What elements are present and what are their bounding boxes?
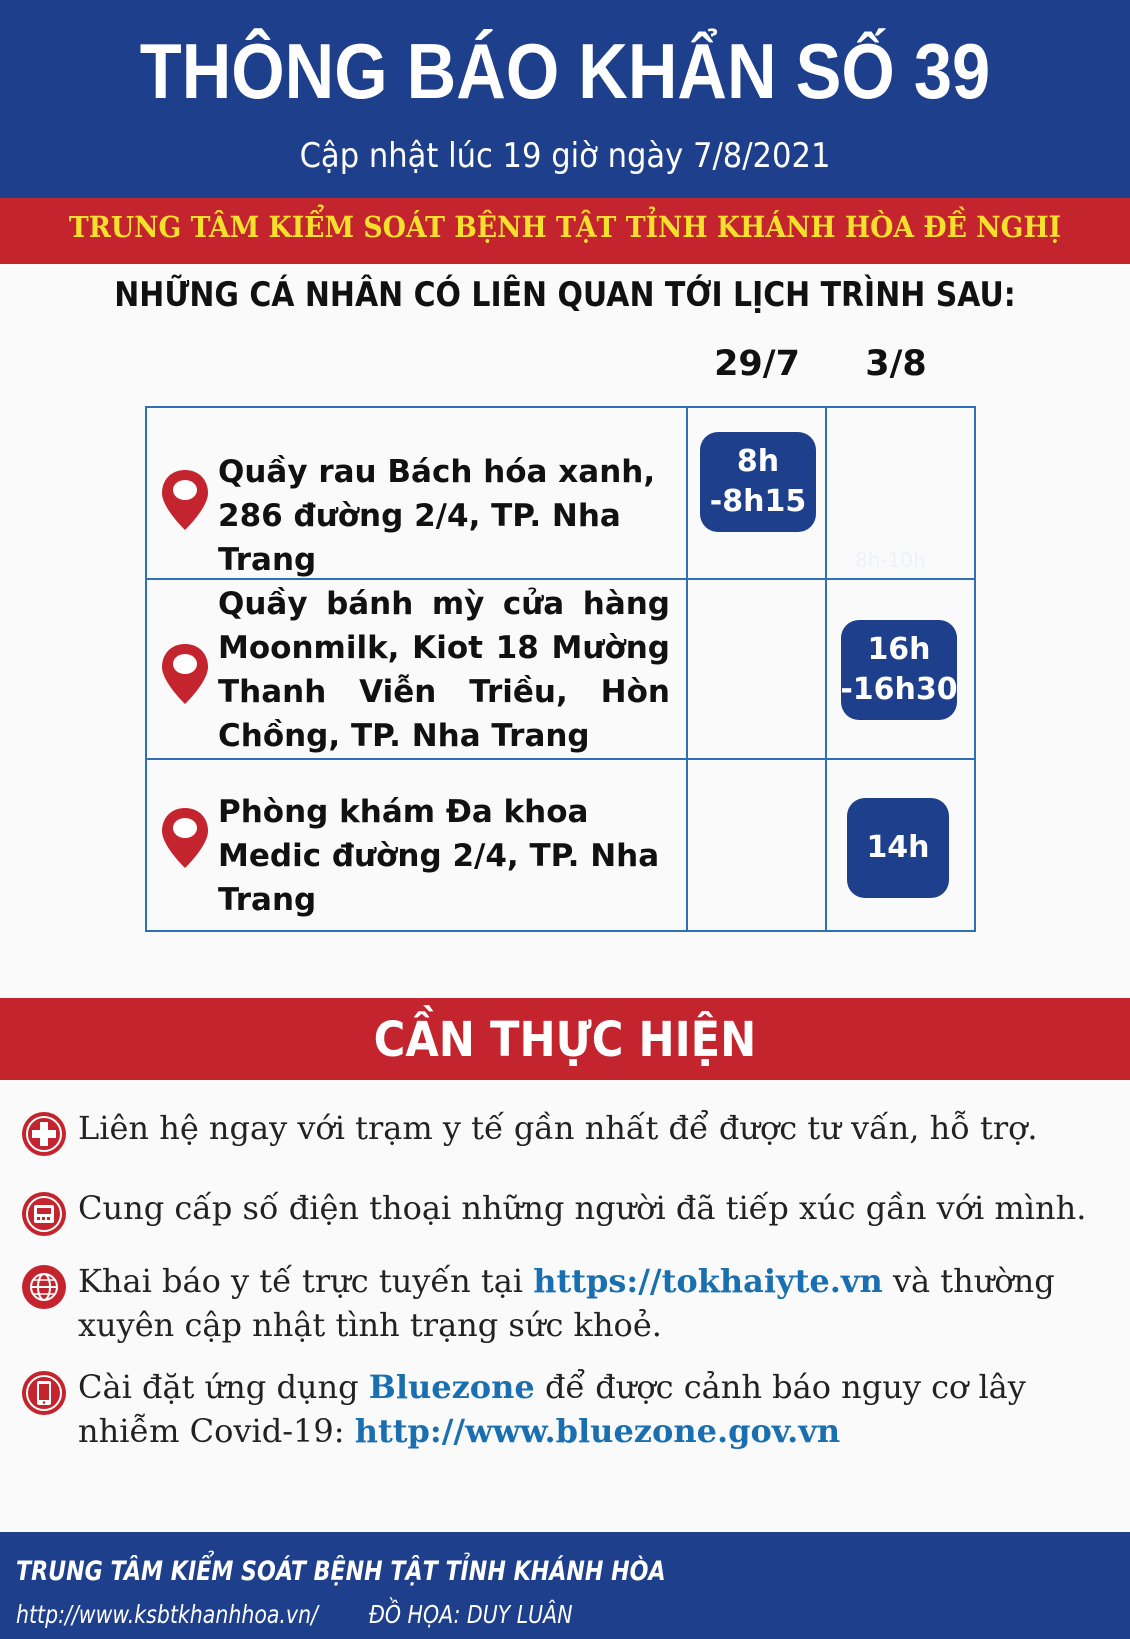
bluezone-url-link[interactable]: http://www.bluezone.gov.vn — [354, 1412, 841, 1450]
page-title: THÔNG BÁO KHẨN SỐ 39 — [139, 27, 991, 115]
authority-banner-text: TRUNG TÂM KIỂM SOÁT BỆNH TẬT TỈNH KHÁNH HÒA ĐỀ NGHỊ — [68, 210, 1062, 244]
time-badge: 14h — [847, 798, 949, 898]
tokhaiyte-link[interactable]: https://tokhaiyte.vn — [533, 1262, 883, 1300]
phone-icon — [20, 1190, 68, 1238]
location-pin-icon — [159, 806, 211, 870]
action-item — [20, 1259, 1120, 1351]
authority-banner — [0, 198, 1130, 264]
action-text: Liên hệ ngay với trạm y tế gần nhất để được tư vấn, hỗ trợ. — [78, 1109, 1038, 1147]
location-text: Quầy rau Bách hóa xanh, 286 đường 2/4, TP. Nha Trang — [218, 454, 656, 578]
date-header-29-7: 29/7 — [714, 344, 800, 384]
actions-title: CẦN THỰC HIỆN — [373, 1012, 757, 1068]
table-row — [147, 408, 688, 578]
schedule-table — [145, 406, 976, 932]
footer — [0, 1532, 1130, 1639]
location-text: Phòng khám Đa khoa Medic đường 2/4, TP. Nha Trang — [218, 794, 660, 918]
action-text-part: Khai báo y tế trực tuyến tại — [78, 1262, 534, 1300]
location-pin-icon — [159, 642, 211, 706]
update-time: Cập nhật lúc 19 giờ ngày 7/8/2021 — [299, 136, 831, 176]
footer-credit: ĐỒ HỌA: DUY LUÂN — [369, 1600, 573, 1629]
action-text-part: và thường xuyên cập nhật tình trạng sức khoẻ. — [78, 1262, 1055, 1344]
action-item — [20, 1365, 1120, 1457]
footer-org: TRUNG TÂM KIỂM SOÁT BỆNH TẬT TỈNH KHÁNH HÒA — [16, 1556, 666, 1587]
footer-url-link[interactable]: http://www.ksbtkhanhhoa.vn/ — [16, 1600, 318, 1629]
action-text-part: Cài đặt ứng dụng — [78, 1368, 369, 1406]
medical-cross-icon — [20, 1110, 68, 1158]
header — [0, 0, 1130, 198]
globe-icon — [20, 1263, 68, 1311]
actions-banner — [0, 998, 1130, 1080]
location-text: Quầy bánh mỳ cửa hàng Moonmilk, Kiot 18 Mường Thanh Viễn Triều, Hòn Chồng, TP. Nha Trang — [218, 586, 670, 754]
intro-heading: NHỮNG CÁ NHÂN CÓ LIÊN QUAN TỚI LỊCH TRÌNH SAU: — [114, 275, 1016, 315]
action-text — [78, 1365, 1120, 1453]
location-pin-icon — [159, 468, 211, 532]
action-text — [78, 1259, 1120, 1347]
smartphone-icon — [20, 1369, 68, 1417]
date-header-3-8: 3/8 — [865, 344, 927, 384]
time-badge: 16h -16h30 — [841, 620, 957, 720]
time-badge: 8h -8h15 — [700, 432, 816, 532]
table-row — [147, 760, 688, 930]
action-item — [20, 1186, 1120, 1242]
action-text-part: để được cảnh báo nguy cơ lây nhiễm Covid-19: — [78, 1368, 1026, 1450]
table-row — [147, 580, 688, 758]
bluezone-app-link[interactable]: Bluezone — [368, 1368, 535, 1406]
faded-text: 8h-10h — [855, 548, 926, 572]
action-text: Cung cấp số điện thoại những người đã tiếp xúc gần với mình. — [78, 1189, 1087, 1227]
action-item — [20, 1106, 1120, 1162]
table-divider — [825, 408, 827, 930]
